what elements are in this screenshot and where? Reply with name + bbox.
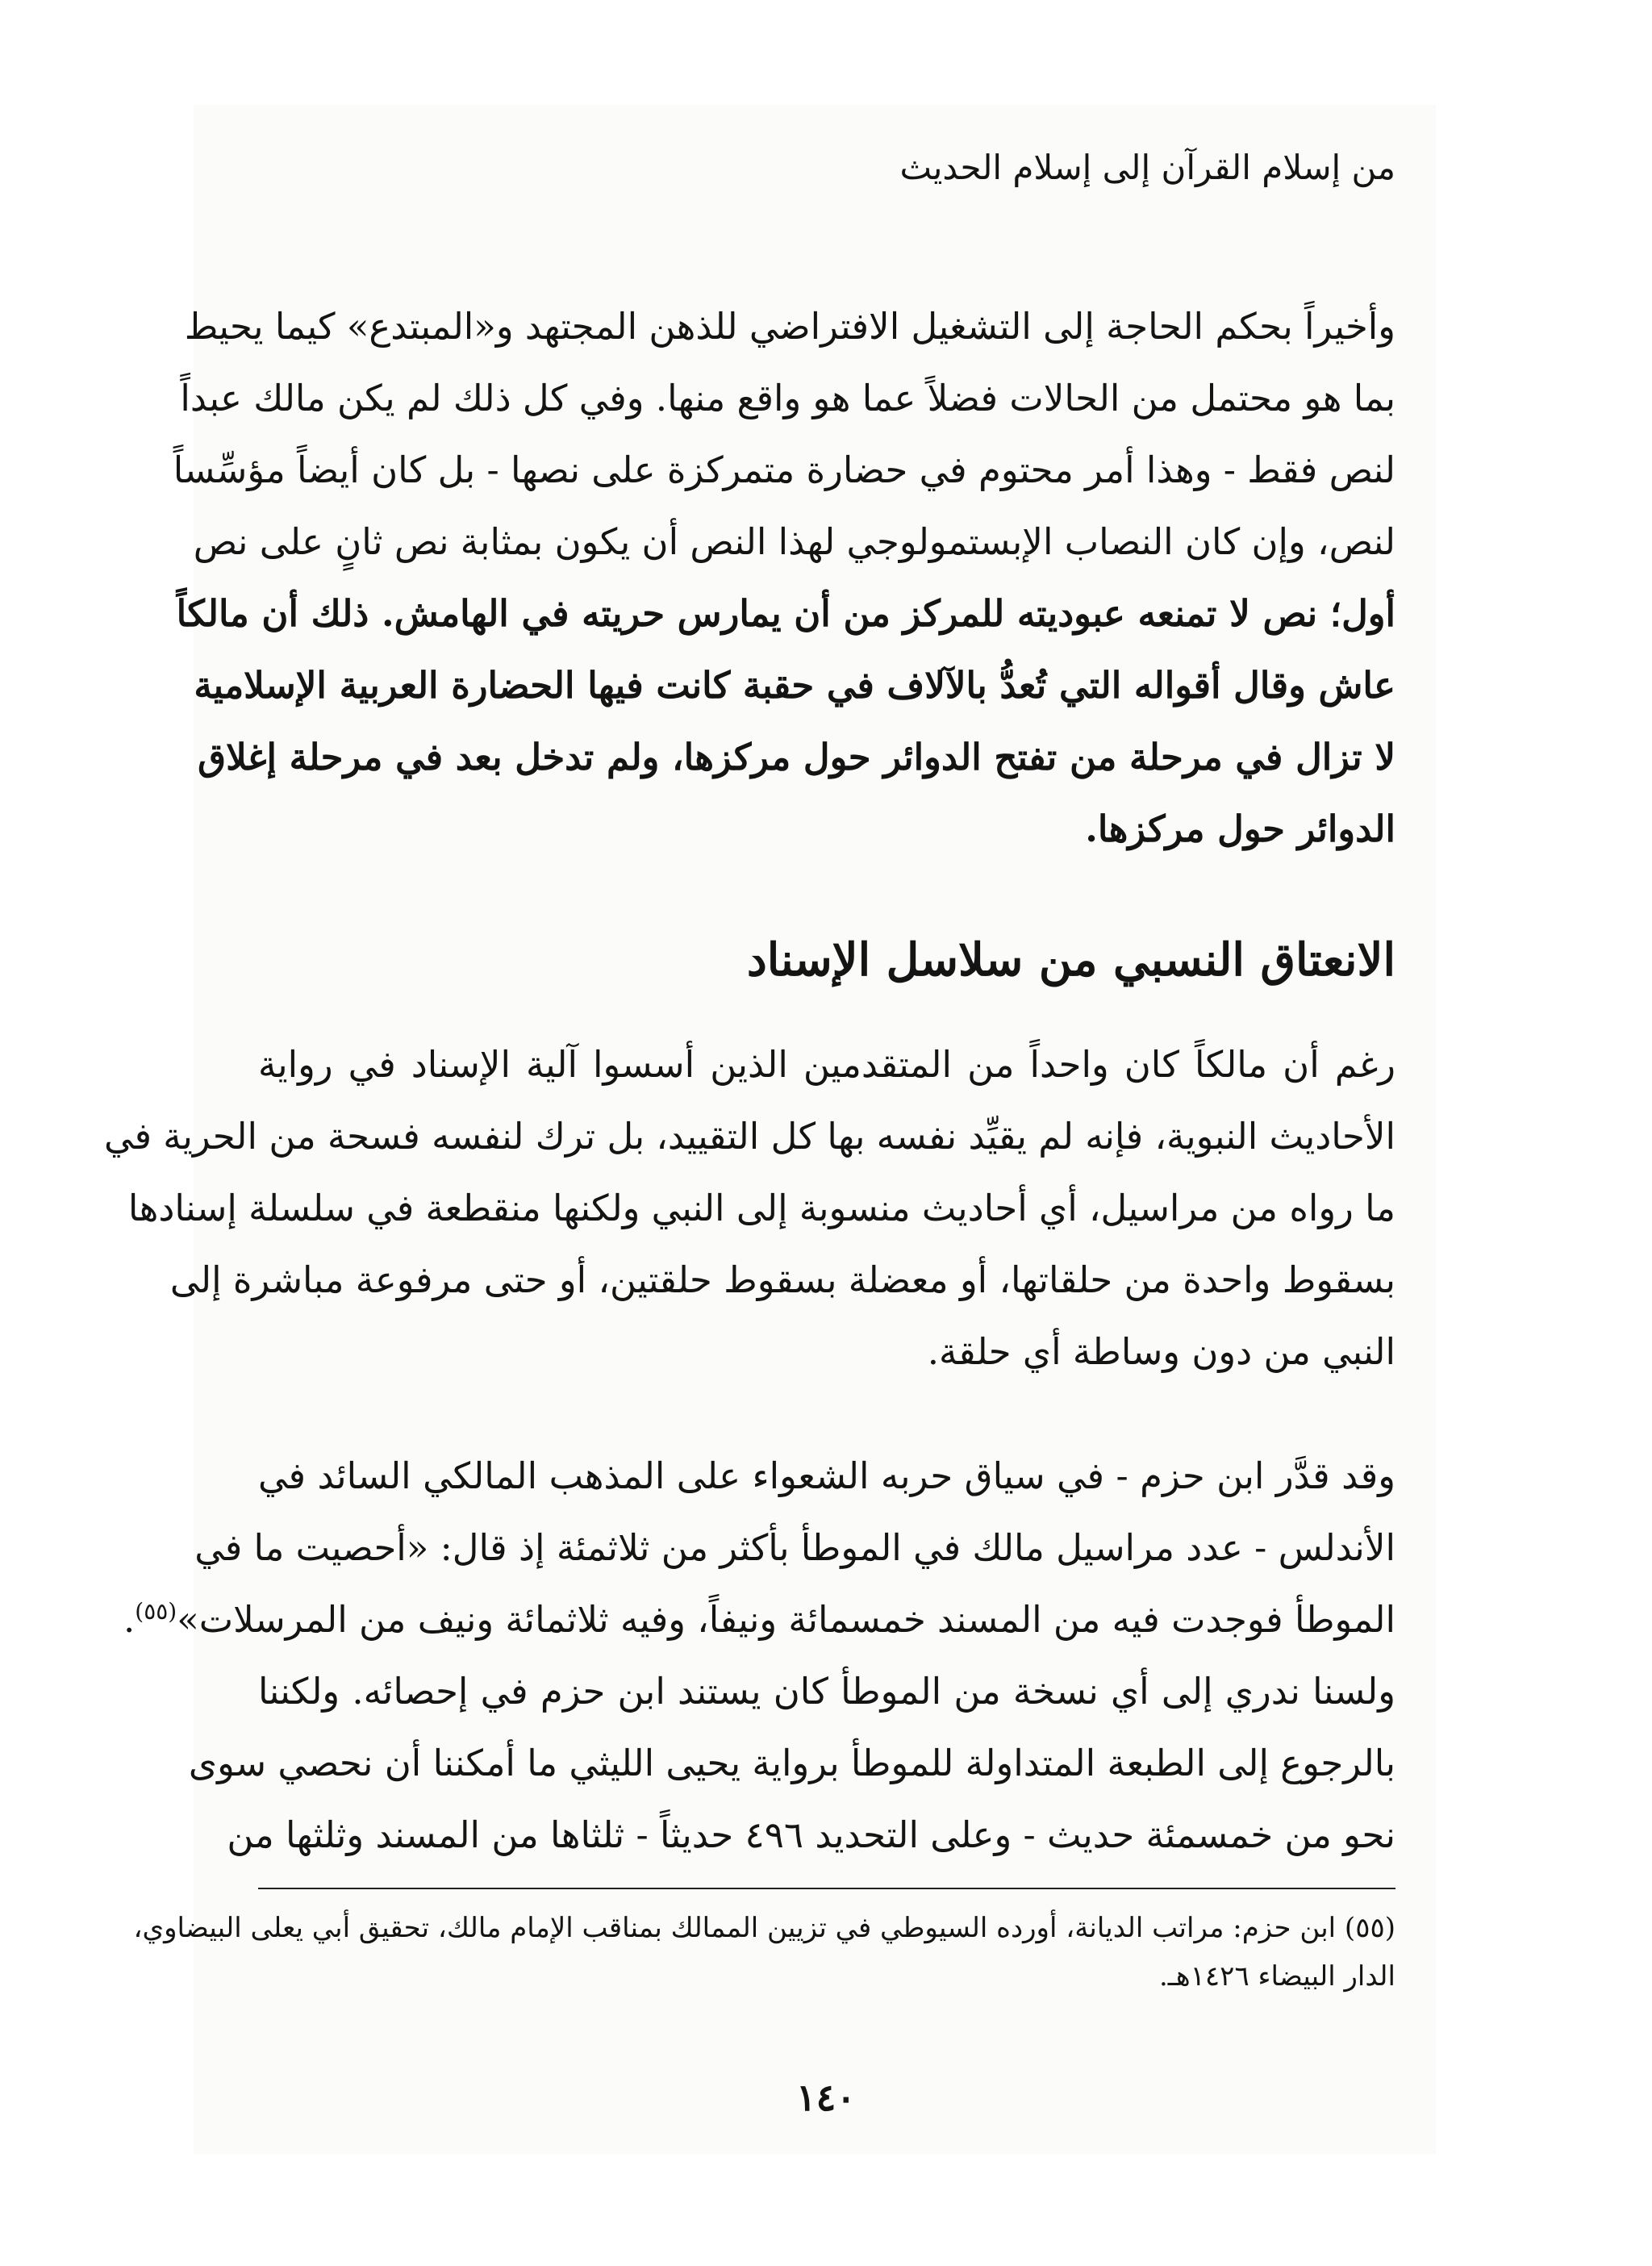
paragraph-line-with-footnote	[123, 1584, 1395, 1655]
page-number: ١٤٠	[795, 2076, 857, 2119]
footnote-line: (٥٥) ابن حزم: مراتب الديانة، أورده السيوطي في تزيين الممالك بمناقب الإمام مالك، تحقيق أبي يعلى البيضاوي،	[133, 1912, 1395, 1944]
paragraph-line: الأحاديث النبوية، فإنه لم يقيِّد نفسه بها كل التقييد، بل ترك لنفسه فسحة من الحرية في	[103, 1115, 1395, 1158]
paragraph-3	[123, 1440, 1395, 1871]
paragraph-line: لنص فقط - وهذا أمر محتوم في حضارة متمركزة على نصها - بل كان أيضاً مؤسِّساً	[173, 449, 1395, 491]
paragraph-2	[103, 1029, 1395, 1388]
footnote-line: الدار البيضاء ١٤٢٦هـ.	[1158, 1960, 1395, 1993]
paragraph-line: رغم أن مالكاً كان واحداً من المتقدمين الذين أسسوا آلية الإسناد في رواية	[258, 1043, 1395, 1086]
paragraph-line: وقد قدَّر ابن حزم - في سياق حربه الشعواء على المذهب المالكي السائد في	[258, 1454, 1395, 1497]
paragraph-1	[173, 290, 1395, 865]
paragraph-line: ولسنا ندري إلى أي نسخة من الموطأ كان يستند ابن حزم في إحصائه. ولكننا	[258, 1670, 1395, 1713]
paragraph-line: عاش وقال أقواله التي تُعدُّ بالآلاف في حقبة كانت فيها الحضارة العربية الإسلامية	[194, 664, 1395, 707]
paragraph-line: لا تزال في مرحلة من تفتح الدوائر حول مركزها، ولم تدخل بعد في مرحلة إغلاق	[198, 736, 1395, 778]
footnote	[133, 1904, 1395, 2001]
paragraph-line: بما هو محتمل من الحالات فضلاً عما هو واقع منها. وفي كل ذلك لم يكن مالك عبداً	[180, 377, 1395, 419]
paragraph-line: النبي من دون وساطة أي حلقة.	[927, 1330, 1395, 1373]
paragraph-line: بسقوط واحدة من حلقاتها، أو معضلة بسقوط حلقتين، أو حتى مرفوعة مباشرة إلى	[169, 1258, 1395, 1301]
paragraph-line-text: الموطأ فوجدت فيه من المسند خمسمائة ونيفاً، وفيه ثلاثمائة ونيف من المرسلات»	[177, 1598, 1395, 1641]
paragraph-line: وأخيراً بحكم الحاجة إلى التشغيل الافتراضي للذهن المجتهد و«المبتدع» كيما يحيط	[184, 305, 1395, 348]
paragraph-line: الأندلس - عدد مراسيل مالك في الموطأ بأكثر من ثلاثمئة إذ قال: «أحصيت ما في	[194, 1526, 1395, 1569]
paragraph-line: ما رواه من مراسيل، أي أحاديث منسوبة إلى النبي ولكنها منقطعة في سلسلة إسنادها	[127, 1187, 1395, 1229]
running-header: من إسلام القرآن إلى إسلام الحديث	[899, 148, 1395, 187]
paragraph-line: أول؛ نص لا تمنعه عبوديته للمركز من أن يمارس حريته في الهامش. ذلك أن مالكاً	[176, 592, 1395, 635]
line-end-punctuation: .	[123, 1598, 136, 1641]
paragraph-line: نحو من خمسمئة حديث - وعلى التحديد ٤٩٦ حديثاً - ثلثاها من المسند وثلثها من	[227, 1813, 1395, 1856]
footnote-reference[interactable]: (٥٥)	[135, 1598, 177, 1625]
section-heading: الانعتاق النسبي من سلاسل الإسناد	[746, 933, 1395, 987]
paragraph-line: لنص، وإن كان النصاب الإبستمولوجي لهذا النص أن يكون بمثابة نص ثانٍ على نص	[193, 520, 1395, 563]
footnote-divider	[258, 1888, 1395, 1889]
paragraph-line: بالرجوع إلى الطبعة المتداولة للموطأ برواية يحيى الليثي ما أمكننا أن نحصي سوى	[188, 1742, 1395, 1784]
paragraph-line: الدوائر حول مركزها.	[1085, 807, 1395, 850]
